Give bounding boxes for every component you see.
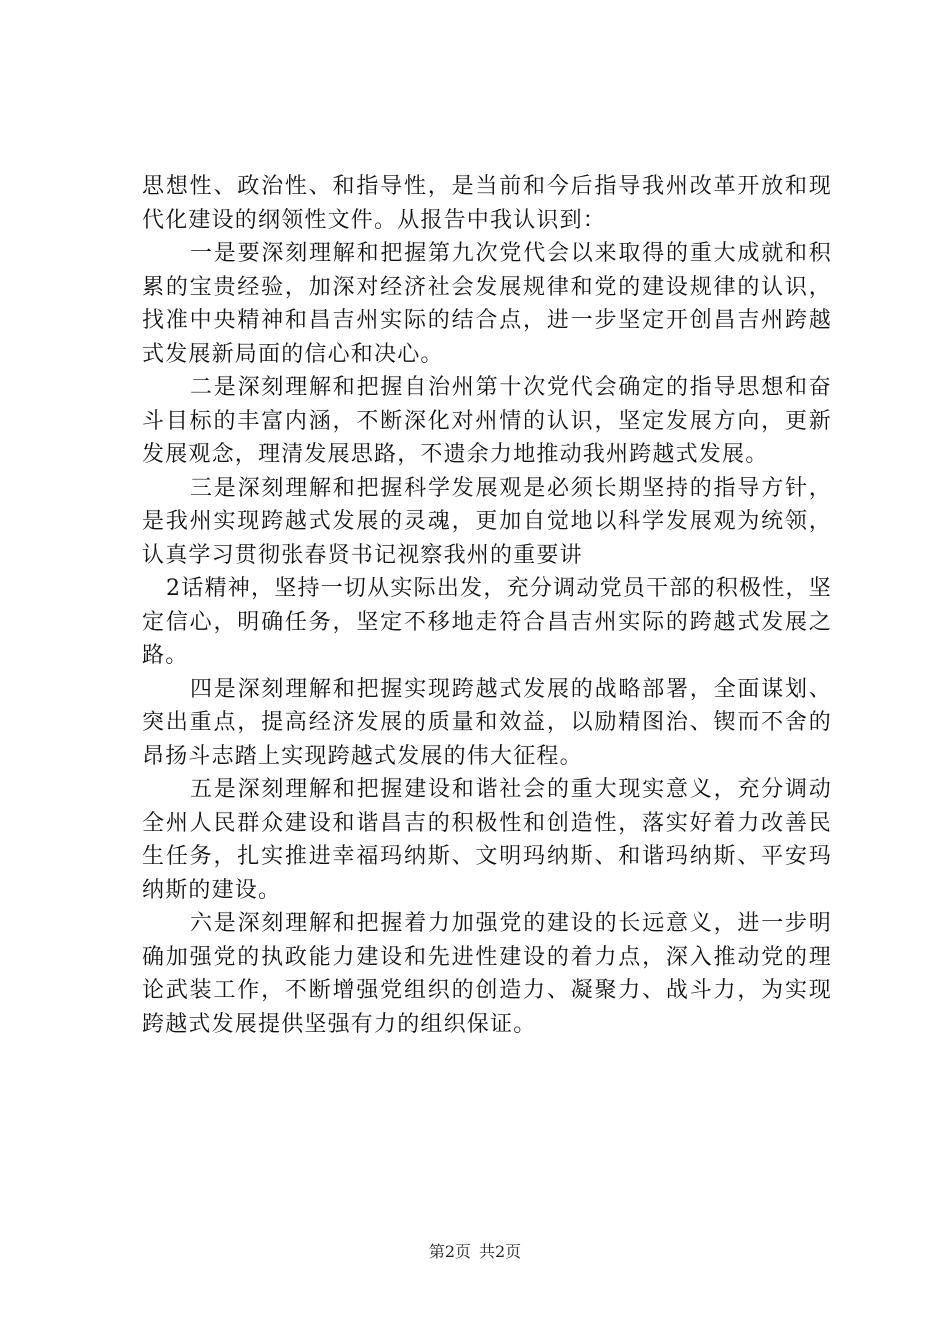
document-body	[142, 170, 832, 1041]
page-number: 第2页	[428, 1242, 471, 1261]
page-footer	[0, 1242, 950, 1262]
paragraph-point-6: 六是深刻理解和把握着力加强党的建设的长远意义，进一步明确加强党的执政能力建设和先进性建设的着力点，深入推动党的理论武装工作，不断增强党组织的创造力、凝聚力、战斗力，为实现跨越式发展提供坚强有力的组织保证。	[142, 911, 832, 1037]
paragraph-point-3-continued: 2话精神，坚持一切从实际出发，充分调动党员干部的积极性，坚定信心，明确任务，坚定不移地走符合昌吉州实际的跨越式发展之路。	[142, 576, 832, 668]
paragraph-point-3: 三是深刻理解和把握科学发展观是必须长期坚持的指导方针，是我州实现跨越式发展的灵魂，更加自觉地以科学发展观为统领，认真学习贯彻张春贤书记视察我州的重要讲	[142, 475, 832, 568]
page-total: 共2页	[479, 1242, 522, 1261]
paragraph-intro: 思想性、政治性、和指导性，是当前和今后指导我州改革开放和现代化建设的纲领性文件。从报告中我认识到：	[142, 174, 832, 233]
paragraph-point-5: 五是深刻理解和把握建设和谐社会的重大现实意义，充分调动全州人民群众建设和谐昌吉的积极性和创造性，落实好着力改善民生任务，扎实推进幸福玛纳斯、文明玛纳斯、和谐玛纳斯、平安玛纳斯的建设。	[142, 777, 832, 903]
paragraph-point-2: 二是深刻理解和把握自治州第十次党代会确定的指导思想和奋斗目标的丰富内涵，不断深化对州情的认识，坚定发展方向，更新发展观念，理清发展思路，不遗余力地推动我州跨越式发展。	[142, 375, 832, 467]
paragraph-point-1: 一是要深刻理解和把握第九次党代会以来取得的重大成就和积累的宝贵经验，加深对经济社会发展规律和党的建设规律的认识，找准中央精神和昌吉州实际的结合点，进一步坚定开创昌吉州跨越式发展新局面的信心和决心。	[142, 241, 832, 367]
paragraph-point-4: 四是深刻理解和把握实现跨越式发展的战略部署，全面谋划、突出重点，提高经济发展的质量和效益，以励精图治、锲而不舍的昂扬斗志踏上实现跨越式发展的伟大征程。	[142, 676, 832, 769]
